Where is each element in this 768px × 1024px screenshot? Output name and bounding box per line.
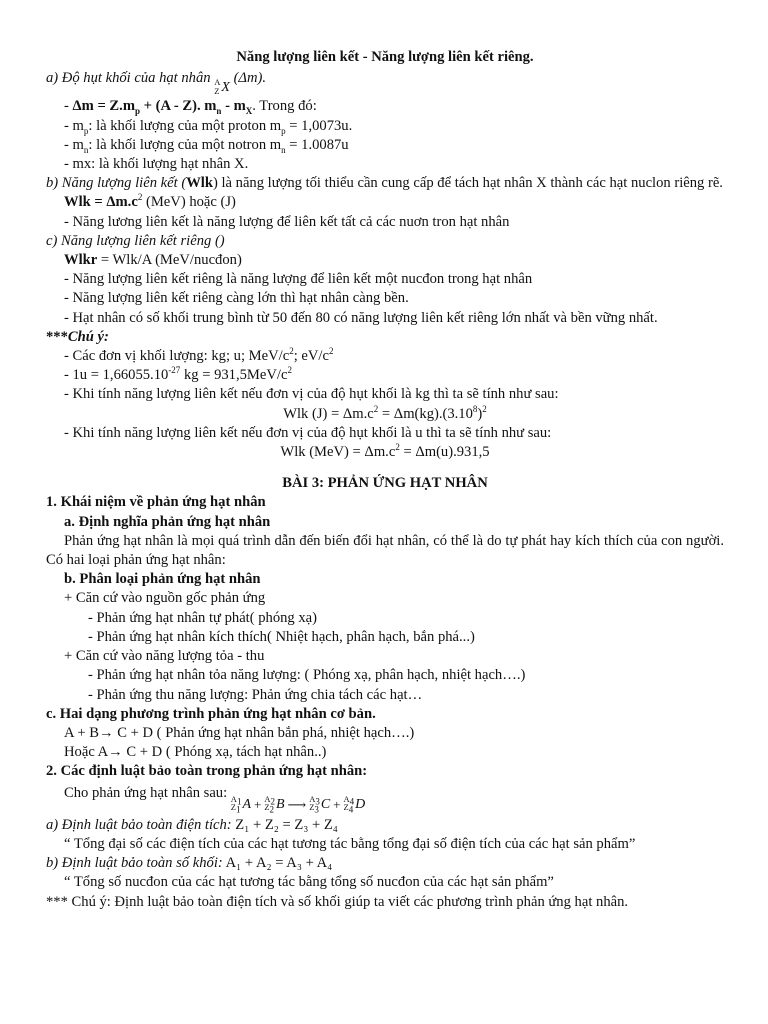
binding-energy-formula [46,193,724,212]
t: 2 [270,796,275,807]
charge-label [230,802,242,815]
note-heading [46,328,724,347]
text: a) Định luật bảo toàn điện tích: [46,816,232,833]
nuclide-b [264,795,284,814]
sub: n [281,144,286,155]
sup: 2 [482,403,487,414]
class-energy: + Căn cứ vào năng lượng tỏa - thu [64,648,265,665]
sup: -27 [168,365,181,376]
atomic-number: Z [214,85,220,96]
text: = 1.0087u [285,136,349,153]
energy-formula-mev [46,443,724,462]
text: = 1,0073u. [285,117,353,134]
mass-defect-heading-text: a) Độ hụt khối của hạt nhân [46,70,215,87]
text: = Δm(u).931,5 [399,444,490,461]
specific-binding-line-3: - Hạt nhân có số khối trung bình từ 50 đến 80 có năng lượng liên kết riêng lớn nhất và bền vững nhất. [64,309,658,326]
class-origin: + Căn cứ vào nguồn gốc phản ứng [64,590,266,607]
formula-part: Δm = Z.m [72,98,135,115]
t: Z [264,802,270,813]
charge-label [343,802,355,815]
t: A [230,793,237,804]
atomic-mass-unit-line [46,366,724,385]
t: 1 [236,796,242,807]
equation-form-1: A + B→ C + D ( Phản ứng hạt nhân bắn phá, nhiệt hạch….) [64,724,415,741]
t: A [343,793,350,804]
specific-binding-line-2: - Năng lượng liên kết riêng càng lớn thì hạt nhân càng bền. [64,290,409,307]
t: Z [343,802,349,813]
neutron-mass-line [46,136,724,155]
part1-heading: 1. Khái niệm về phản ứng hạt nhân [46,494,266,511]
u-unit-instruction: - Khi tính năng lượng liên kết nếu đơn vị của độ hụt khối là u thì ta sẽ tính như sau: [64,424,552,441]
reaction-equation [231,795,365,814]
kg-unit-instruction: - Khi tính năng lượng liên kết nếu đơn vị của độ hụt khối là kg thì ta sẽ tính như sau: [64,386,559,403]
sub: p [281,125,286,136]
nucleus-mass-line: - mx: là khối lượng hạt nhân X. [64,156,249,173]
specific-binding-line-1: - Năng lượng liên kết riêng là năng lượng để liên kết một nucđon trong hạt nhân [64,271,533,288]
text: Cho phản ứng hạt nhân sau: [64,784,231,801]
sub: n [83,144,89,155]
t: Z [309,802,315,813]
text: Wlk (MeV) = Δm.c [280,444,396,461]
text: = Wlk/A (MeV/nucđon) [97,252,242,269]
text: Chú ý: [67,328,109,345]
part2-heading: 2. Các định luật bảo toàn trong phản ứng hạt nhân: [46,763,368,780]
formula-sub: p [134,106,140,117]
text: Wlk (J) = Δm.c [283,405,374,422]
t: C [320,796,331,812]
nuclide-c [309,795,330,814]
text: kg = 931,5MeV/c [180,367,288,384]
formula-sub: X [245,106,253,117]
text: A₁ + A₂ = A₃ + A₄ [222,855,333,872]
mass-defect-heading-end: (Δm). [229,70,267,87]
formula-tail: . Trong đó: [252,98,317,115]
charge-label [264,802,275,815]
formula-sub: n [216,106,222,117]
text: = Δm(kg).(3.10 [378,405,473,422]
text: Z₁ + Z₂ = Z₃ + Z₄ [231,816,338,833]
sup: 8 [472,403,478,414]
reaction-line [46,784,724,814]
specific-binding-energy-heading: c) Năng lượng liên kết riêng () [46,232,225,249]
t: A [242,796,251,812]
class-energy-endothermic: - Phản ứng thu năng lượng: Phản ứng chia tách các hạt… [88,686,423,703]
t: A [264,793,271,804]
class-origin-induced: - Phản ứng hạt nhân kích thích( Nhiệt hạch, phân hạch, bắn phá...) [88,628,475,645]
plus-sign: + [333,796,341,812]
plus-sign: + [254,796,262,812]
sup: 2 [395,442,400,453]
sup: 2 [137,192,143,203]
t: 3 [314,804,319,815]
nuclide-letter: X [221,80,230,96]
nuclide-symbol [214,78,230,97]
charge-conservation-quote: “ Tổng đại số các điện tích của các hạt tương tác bằng tổng đại số điện tích của các hạt sản phẩm” [64,835,636,852]
text: - 1u = 1,66055.10 [64,367,169,384]
t: 2 [269,804,275,815]
mass-number-conservation-law [46,854,724,873]
section-title-binding-energy: Năng lượng liên kết - Năng lượng liên kết riêng. [236,49,534,65]
text: ) là năng lượng tối thiểu cần cung cấp để tách hạt nhân X thành các hạt nuclon riêng rẽ. [212,175,723,192]
formula-part: + (A - Z). m [140,98,217,115]
t: A [309,793,316,804]
specific-binding-energy-formula [46,251,724,270]
binding-energy-note: - Năng lương liên kết là năng lượng để liên kết tất cả các nuơn tron hạt nhân [64,213,510,230]
sup: 2 [289,346,294,357]
equation-forms-heading: c. Hai dạng phương trình phản ứng hạt nhân cơ bản. [46,705,376,722]
mass-units-line [46,347,724,366]
text: (MeV) hoặc (J) [142,194,236,211]
t: D [355,796,366,812]
text: ; eV/c [293,348,329,365]
text: Wlk = Δm.c [64,194,138,211]
equation-form-2: Hoặc A→ C + D ( Phóng xạ, tách hạt nhân..) [64,744,327,761]
t: 4 [349,796,355,807]
sub: p [83,125,89,136]
energy-formula-joule [46,405,724,424]
final-note: *** Chú ý: Định luật bảo toàn điện tích và số khối giúp ta viết các phương trình phản ứng hạt nhân. [46,893,629,910]
nuclide-a [231,795,251,814]
text: Wlk [186,175,213,192]
text: *** [46,328,68,345]
lesson-title: BÀI 3: PHẢN ỨNG HẠT NHÂN [282,475,488,492]
text: - m [64,117,84,134]
text: b) Định luật bảo toàn số khối: [46,855,223,872]
t: 4 [348,804,354,815]
arrow-icon: ⟶ [287,796,307,812]
t: Z [230,802,236,813]
definition-heading: a. Định nghĩa phản ứng hạt nhân [64,513,271,530]
definition-text: Phản ứng hạt nhân là mọi quá trình dẫn đến biến đổi hạt nhân, có thể là do tự phát hay kích thích của con người. Có hai loại phản ứng hạt nhân: [46,532,724,569]
t: 3 [315,796,320,807]
text: b) Năng lượng liên kết ( [46,175,187,192]
sup: 2 [287,365,292,376]
text: ) [477,405,483,422]
mass-number: A [214,77,221,88]
text: - m [64,136,84,153]
mass-number-conservation-quote: “ Tổng số nucđon của các hạt tương tác bằng tổng số nucđon của các hạt sản phẩm” [64,874,554,891]
proton-mass-line [46,117,724,136]
text: Wlkr [64,252,98,269]
text: : là khối lượng của một proton m [88,117,282,134]
class-origin-spontaneous: - Phản ứng hạt nhân tự phát( phóng xạ) [88,609,318,626]
sup: 2 [373,403,379,414]
binding-energy-definition [46,174,724,193]
class-energy-exothermic: - Phản ứng hạt nhân tỏa năng lượng: ( Phóng xạ, phân hạch, nhiệt hạch….) [88,667,526,684]
formula-part: - m [221,98,246,115]
mass-defect-heading [46,69,724,97]
nuclide-d [344,795,366,814]
t: B [275,796,285,812]
charge-conservation-law [46,816,724,835]
mass-defect-formula: - $\Delta m = Z.m_p + (A - Z)$. $m_n - m_X$. Trong đó: [64,98,317,117]
classification-heading: b. Phân loại phản ứng hạt nhân [64,571,261,588]
text: - Các đơn vị khối lượng: kg; u; MeV/c [64,348,290,365]
t: 1 [236,804,241,815]
charge-label [309,802,320,815]
text: : là khối lượng của một notron m [88,136,282,153]
sup: 2 [328,346,334,357]
